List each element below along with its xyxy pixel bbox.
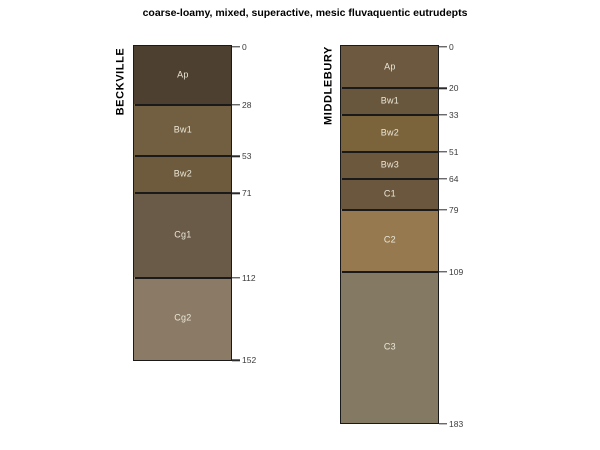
depth-label: 79 (449, 204, 459, 215)
horizon-ap (134, 46, 231, 104)
depth-label: 183 (449, 418, 464, 429)
depth-label: 33 (449, 109, 459, 120)
horizon-bw1 (341, 88, 438, 115)
horizon-bw2 (341, 114, 438, 151)
horizon-bw3 (341, 151, 438, 178)
profile-middlebury (342, 42, 464, 429)
horizon-label: Bw2 (173, 168, 193, 179)
horizon-label: Ap (177, 69, 189, 80)
horizon-boundary (135, 155, 232, 157)
depth-label: 0 (242, 42, 247, 52)
horizon-label: Bw1 (173, 124, 193, 135)
horizon-boundary (342, 87, 439, 89)
depth-tick (439, 271, 447, 272)
horizon-cg2 (134, 277, 231, 359)
depth-tick (232, 359, 240, 360)
depth-tick (439, 423, 447, 424)
depth-label: 28 (242, 99, 252, 110)
horizon-boundary (342, 209, 439, 211)
depth-label: 51 (449, 147, 459, 158)
horizon-ap (341, 46, 438, 87)
horizon-boundary (342, 271, 439, 273)
horizon-bw2 (134, 156, 231, 193)
profile-box (133, 45, 232, 360)
depth-label: 64 (449, 173, 459, 184)
horizon-label: Bw2 (380, 127, 400, 138)
horizon-label: C1 (383, 188, 396, 199)
horizon-label: Bw1 (380, 95, 400, 106)
depth-label: 20 (449, 83, 459, 94)
horizon-boundary (135, 104, 232, 106)
profile-box (340, 45, 439, 424)
horizon-cg1 (134, 193, 231, 277)
depth-tick (232, 104, 240, 105)
depth-label: 152 (242, 355, 257, 366)
depth-label: 112 (242, 272, 256, 283)
depth-tick (232, 277, 240, 278)
horizon-label: Cg1 (174, 229, 192, 240)
depth-tick (232, 193, 240, 194)
depth-label: 109 (449, 266, 464, 277)
horizon-boundary (135, 277, 232, 279)
depth-tick (439, 46, 447, 47)
depth-tick (439, 178, 447, 179)
profile-beckville (135, 42, 257, 366)
depth-tick (439, 151, 447, 152)
horizon-boundary (342, 178, 439, 180)
depth-tick (232, 155, 240, 156)
profile-name-middlebury: MIDDLEBURY (322, 45, 335, 125)
horizon-c3 (341, 271, 438, 423)
horizon-label: Ap (384, 61, 396, 72)
horizon-bw1 (134, 104, 231, 156)
depth-label: 71 (242, 188, 252, 199)
horizon-label: Cg2 (174, 312, 192, 323)
horizon-boundary (342, 151, 439, 153)
horizon-boundary (135, 192, 232, 194)
depth-tick (439, 114, 447, 115)
horizon-label: C3 (383, 341, 396, 352)
depth-label: 0 (449, 42, 454, 52)
depth-tick (439, 209, 447, 210)
horizon-c1 (341, 178, 438, 209)
depth-label: 53 (242, 151, 252, 162)
profile-name-beckville: BECKVILLE (114, 47, 127, 115)
depth-tick (439, 87, 447, 88)
horizon-c2 (341, 209, 438, 271)
horizon-label: Bw3 (380, 159, 400, 170)
horizon-label: C2 (383, 234, 396, 245)
horizon-boundary (342, 114, 439, 116)
chart-title: coarse-loamy, mixed, superactive, mesic fluvaquentic eutrudepts (142, 7, 468, 19)
depth-tick (232, 46, 240, 47)
